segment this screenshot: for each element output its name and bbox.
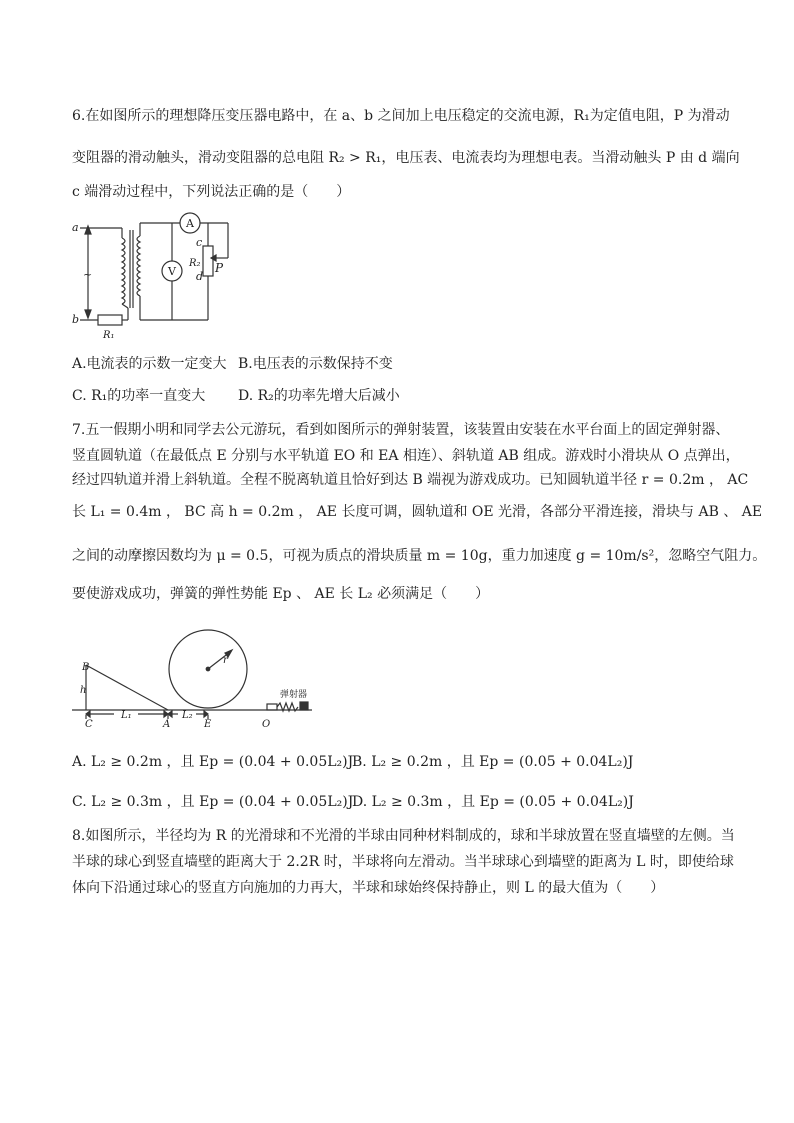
transformer-circuit-figure <box>70 208 250 343</box>
label-a: a <box>72 221 79 234</box>
q7-stem-line-1: 7.五一假期小明和同学去公元游玩，看到如图所示的弹射装置，该装置由安装在水平台面上的固定弹射器、 <box>72 422 730 438</box>
secondary-coil <box>137 236 140 296</box>
q6-option-c: C. R₁的功率一直变大 <box>72 388 206 404</box>
slider-block <box>267 704 277 710</box>
label-l2: L₂ <box>182 710 193 721</box>
label-r1: R₁ <box>103 330 115 341</box>
q6-stem-line-2: 变阻器的滑动触头，滑动变阻器的总电阻 R₂ > R₁，电压表、电流表均为理想电表。当滑动触头 P 由 d 端向 <box>72 150 740 166</box>
q7-stem-line-5: 之间的动摩擦因数均为 μ = 0.5，可视为质点的滑块质量 m = 10g，重力加速度 g = 10m/s²，忽略空气阻力。 <box>72 548 767 564</box>
label-b: b <box>72 313 80 326</box>
q7-stem-line-2: 竖直圆轨道（在最低点 E 分别与水平轨道 EO 和 EA 相连）、斜轨道 AB 组成。游戏时小滑块从 O 点弹出， <box>72 448 740 464</box>
primary-coil <box>122 238 125 304</box>
rheostat-r2 <box>203 246 213 276</box>
q6-stem-line-3: c 端滑动过程中，下列说法正确的是（ ） <box>72 184 351 200</box>
q7-option-d: D. L₂ ≥ 0.3m ，且 Ep = (0.05 + 0.04L₂)J <box>352 794 634 810</box>
q6-stem-line-1: 6.在如图所示的理想降压变压器电路中，在 a、b 之间加上电压稳定的交流电源，R₁为定值电阻，P 为滑动 <box>72 108 730 124</box>
label-r: r <box>223 655 228 666</box>
launcher-label: 弹射器 <box>280 690 308 700</box>
label-e-point: E <box>204 719 212 730</box>
q8-stem-line-3: 体向下沿通过球心的竖直方向施加的力再大，半球和球始终保持静止，则 L 的最大值为（ ） <box>72 880 665 896</box>
q7-option-b: B. L₂ ≥ 0.2m ，且 Ep = (0.05 + 0.04L₂)J <box>352 754 634 770</box>
q7-stem-line-6: 要使游戏成功，弹簧的弹性势能 Ep 、 AE 长 L₂ 必须满足（ ） <box>72 586 490 602</box>
label-o-point: O <box>262 719 271 730</box>
launcher-track-figure <box>72 625 322 735</box>
q8-stem-line-2: 半球的球心到竖直墙壁的距离大于 2.2R 时，半球将向左滑动。当半球球心到墙壁的距离为 L 时，即使给球 <box>72 854 734 870</box>
label-p: P <box>215 261 224 275</box>
label-d: d <box>196 270 204 283</box>
ac-source-label: ~ <box>83 268 93 281</box>
q7-option-c: C. L₂ ≥ 0.3m ，且 Ep = (0.04 + 0.05L₂)J <box>72 794 354 810</box>
voltmeter-label: V <box>168 265 176 278</box>
q8-stem-line-1: 8.如图所示，半径均为 R 的光滑球和不光滑的半球由同种材料制成的，球和半球放置在竖直墙壁的左侧。当 <box>72 828 735 844</box>
q7-stem-line-3: 经过四轨道并滑上斜轨道。全程不脱离轨道且恰好到达 B 端视为游戏成功。已知圆轨道半径 r = 0.2m ， AC <box>72 472 749 488</box>
q7-option-a: A. L₂ ≥ 0.2m ，且 Ep = (0.04 + 0.05L₂)J <box>72 754 354 770</box>
label-c-point: C <box>85 719 93 730</box>
label-b-point: B <box>82 662 90 673</box>
q6-option-b: B.电压表的示数保持不变 <box>238 356 393 372</box>
launcher-base <box>300 702 308 710</box>
incline-ab <box>86 665 168 710</box>
label-r2: R₂ <box>189 258 201 269</box>
q6-option-d: D. R₂的功率先增大后减小 <box>238 388 400 404</box>
ammeter-label: A <box>186 217 194 230</box>
label-h: h <box>80 685 87 696</box>
label-a-point: A <box>163 719 171 730</box>
q7-stem-line-4: 长 L₁ = 0.4m ， BC 高 h = 0.2m ， AE 长度可调，圆轨道和 OE 光滑，各部分平滑连接，滑块与 AB 、 AE <box>72 504 763 520</box>
label-l1: L₁ <box>121 710 132 721</box>
q6-option-a: A.电流表的示数一定变大 <box>72 356 227 372</box>
resistor-r1 <box>98 315 122 325</box>
label-c: c <box>196 236 203 249</box>
